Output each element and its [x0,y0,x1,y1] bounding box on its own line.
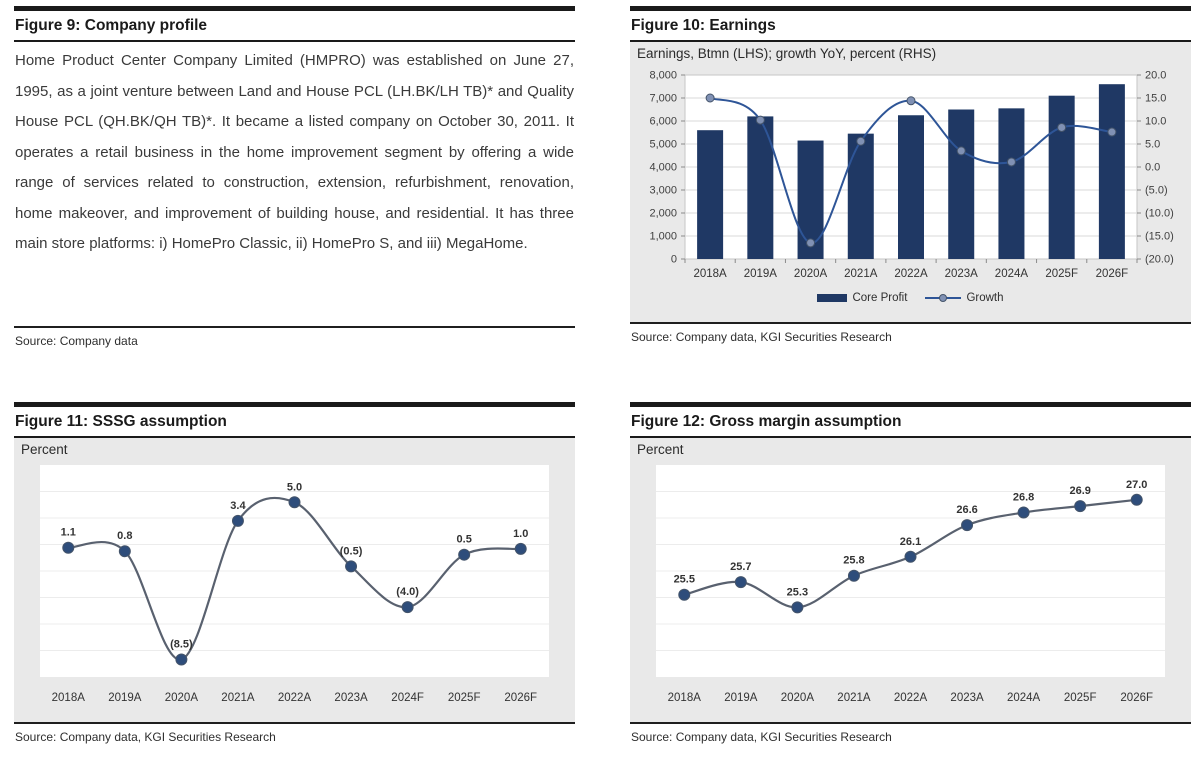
category-label: 2020A [780,692,815,704]
data-marker [679,589,690,600]
right-axis-tick-label: (20.0) [1145,253,1174,266]
figure-title: Figure 9: Company profile [15,17,208,34]
growth-marker [857,137,865,145]
bar [898,115,924,259]
data-marker [63,542,74,553]
data-label: 5.0 [286,481,303,494]
category-label: 2022A [893,692,928,704]
data-label: (4.0) [396,586,419,599]
data-marker [905,551,916,562]
data-label: 27.0 [1126,478,1148,491]
category-label: 2021A [837,692,871,704]
data-label: 3.4 [230,499,246,512]
growth-marker [756,116,764,124]
data-marker [289,497,300,508]
legend-label: Core Profit [852,292,908,304]
data-label: 0.5 [456,533,472,546]
right-axis-tick-label: 15.0 [1145,92,1167,105]
category-label: 2024A [1006,692,1041,704]
data-label: 25.3 [786,586,809,599]
data-marker [459,549,470,560]
growth-marker [1108,128,1116,136]
bar [998,108,1024,259]
category-label: 2019A [724,692,758,704]
category-label: 2024A [994,268,1029,280]
legend-item-core-profit [817,292,907,304]
chart-legend [630,291,1191,311]
left-axis-tick-label: 4,000 [649,161,677,174]
legend-label: Growth [966,292,1004,304]
category-label: 2019A [108,692,142,704]
data-label: (8.5) [170,638,193,651]
data-marker [402,602,413,613]
data-label: 26.9 [1069,485,1091,498]
bar [1099,84,1125,259]
chart-subtitle: Percent [21,442,68,457]
figure-title: Figure 12: Gross margin assumption [631,413,902,430]
left-axis-tick-label: 5,000 [649,138,677,151]
category-label: 2020A [793,268,828,280]
growth-marker [1058,123,1066,131]
data-marker [1075,501,1086,512]
left-axis-tick-label: 8,000 [649,69,677,82]
chart-panel [630,438,1191,722]
left-axis-tick-label: 3,000 [649,184,677,197]
category-label: 2026F [1095,268,1129,280]
data-marker [346,561,357,572]
bar [697,130,723,259]
data-label: 25.7 [730,561,752,574]
right-axis-tick-label: (5.0) [1145,184,1168,197]
bar [848,134,874,259]
core-profit-swatch-icon [817,294,847,302]
right-axis-tick-label: (15.0) [1145,230,1174,243]
growth-line-swatch-icon [925,297,961,299]
source-note: Source: Company data, KGI Securities Research [15,729,276,744]
figure-title: Figure 11: SSSG assumption [15,413,227,430]
legend-item-growth [925,292,1003,304]
data-marker [1131,494,1142,505]
data-label: 26.6 [956,504,978,517]
left-axis-tick-label: 2,000 [649,207,677,220]
chart-panel [14,438,575,722]
source-note: Source: Company data, KGI Securities Research [631,729,892,744]
category-label: 2026F [504,692,538,704]
left-axis-tick-label: 0 [670,253,677,266]
data-marker [176,654,187,665]
category-label: 2025F [447,692,481,704]
data-marker [962,520,973,531]
figure-title: Figure 10: Earnings [631,17,776,34]
category-label: 2023A [334,692,368,704]
category-label: 2022A [277,692,312,704]
category-label: 2020A [164,692,199,704]
source-note: Source: Company data [15,333,138,348]
left-axis-tick-label: 7,000 [649,92,677,105]
left-axis-tick-label: 6,000 [649,115,677,128]
bar [948,110,974,260]
category-label: 2022A [894,268,928,280]
category-label: 2025F [1063,692,1097,704]
growth-marker [807,239,815,247]
category-label: 2018A [51,692,85,704]
right-axis-tick-label: 0.0 [1145,161,1161,174]
data-label: 1.0 [513,527,529,540]
company-profile-text: Home Product Center Company Limited (HMPRO) was established on June 27, 1995, as a joint venture between Land and House PCL (LH.BK/LH TB)* and Quality House PCL (QH.BK/QH TB)*. It became a listed company on October 30, 2011. It operates a retail business in the home improvement segment by offering a wide range of services related to construction, extension, refurbishment, renovation, home makeover, and improvement of building house, and residential. It has three main store platforms: i) HomePro Classic, ii) HomePro S, and iii) MegaHome. [15,52,574,252]
figure-10-earnings [630,6,1191,348]
data-marker [515,543,526,554]
category-label: 2026F [1120,692,1154,704]
category-label: 2024F [391,692,424,704]
growth-dot-icon [939,294,947,302]
category-label: 2021A [844,268,878,280]
chart-panel [630,42,1191,322]
category-label: 2018A [667,692,701,704]
category-label: 2023A [950,692,984,704]
data-marker [119,546,130,557]
category-label: 2019A [743,268,777,280]
data-marker [1018,507,1029,518]
chart-subtitle: Earnings, Btmn (LHS); growth YoY, percent (RHS) [637,46,937,61]
data-marker [735,577,746,588]
data-label: 25.8 [843,554,865,567]
right-axis-tick-label: 20.0 [1145,69,1167,82]
growth-marker [907,97,915,105]
category-label: 2021A [221,692,255,704]
bar [1049,96,1075,259]
growth-marker [706,94,714,102]
figure-12-gross-margin-assumption [630,402,1191,748]
data-marker [792,602,803,613]
gross-margin-chart [630,459,1191,717]
data-label: 0.8 [117,530,133,543]
figure-11-sssg-assumption [14,402,575,748]
right-axis-tick-label: 10.0 [1145,115,1167,128]
left-axis-tick-label: 1,000 [649,230,677,243]
source-note: Source: Company data, KGI Securities Research [631,329,892,344]
earnings-chart [630,63,1191,291]
figure-9-company-profile [14,6,575,352]
right-axis-tick-label: (10.0) [1145,207,1174,220]
data-label: (0.5) [339,545,363,558]
category-label: 2023A [944,268,978,280]
sssg-chart [14,459,575,717]
growth-marker [1007,158,1015,166]
data-label: 25.5 [673,573,695,586]
category-label: 2018A [693,268,727,280]
growth-marker [957,147,965,155]
data-label: 26.1 [899,535,922,548]
chart-subtitle: Percent [637,442,684,457]
category-label: 2025F [1045,268,1078,280]
data-label: 26.8 [1012,491,1035,504]
data-marker [232,515,243,526]
data-marker [848,570,859,581]
data-label: 1.1 [60,526,76,539]
right-axis-tick-label: 5.0 [1145,138,1161,151]
